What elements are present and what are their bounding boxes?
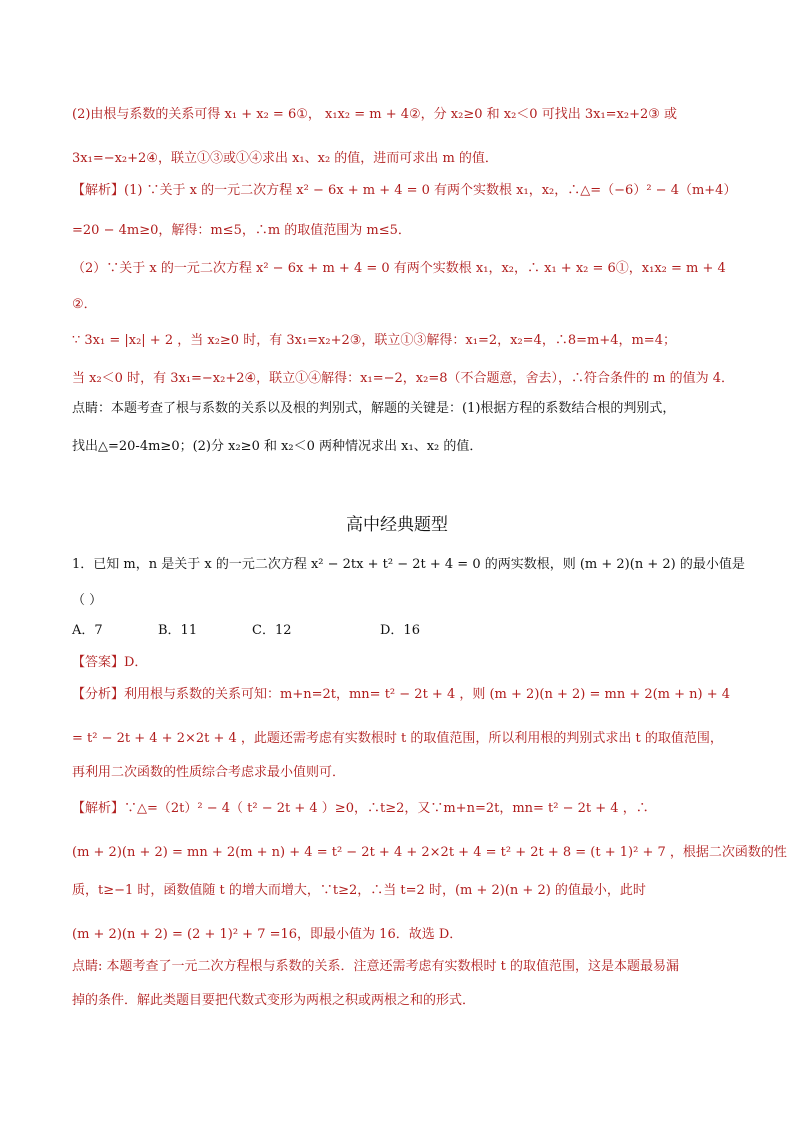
hint-line-2: 3x₁=−x₂+2④，联立①③或①④求出 x₁、x₂ 的值，进而可求出 m 的值． — [72, 151, 498, 166]
solution-part1-line-1: 【解析】(1) ∵关于 x 的一元二次方程 x² − 6x + m + 4 = 0 有两个实数根 x₁，x₂，∴△=（−6）² − 4（m+4） — [72, 183, 737, 198]
solution-line-1: 【解析】∵△=（2t）² − 4（ t² − 2t + 4 ）≥0，∴t≥2，又∵m+n=2t，mn= t² − 2t + 4 ，∴ — [72, 801, 649, 816]
comment-line-2: 找出△=20-4m≥0；(2)分 x₂≥0 和 x₂＜0 两种情况求出 x₁、x₂ 的值． — [72, 439, 483, 454]
solution-part2-line-1: （2）∵关于 x 的一元二次方程 x² − 6x + m + 4 = 0 有两个实数根 x₁，x₂，∴ x₁ + x₂ = 6①，x₁x₂ = m + 4 — [72, 261, 726, 276]
analysis-line-2: = t² − 2t + 4 + 2×2t + 4 ，此题还需考虑有实数根时 t 的取值范围，所以利用根的判别式求出 t 的取值范围， — [72, 731, 723, 746]
solution-part2-line-4: 当 x₂＜0 时，有 3x₁=−x₂+2④，联立①④解得：x₁=−2，x₂=8（不合题意，舍去），∴符合条件的 m 的值为 4． — [72, 371, 734, 386]
analysis-line-3: 再利用二次函数的性质综合考虑求最小值则可． — [72, 765, 346, 780]
section-title: 高中经典题型 — [346, 515, 448, 535]
option-b: B．11 — [158, 623, 198, 638]
solution-part2-line-2: ②． — [72, 297, 97, 312]
solution-part2-line-3: ∵ 3x₁ = |x₂| + 2 ，当 x₂≥0 时，有 3x₁=x₂+2③，联立①③解得：x₁=2，x₂=4，∴8=m+4，m=4； — [72, 333, 676, 348]
solution-line-3: 质，t≥−1 时，函数值随 t 的增大而增大，∵t≥2，∴当 t=2 时，(m + 2)(n + 2) 的值最小，此时 — [72, 883, 646, 898]
solution-part1-line-2: =20 − 4m≥0，解得：m≤5，∴m 的取值范围为 m≤5． — [72, 223, 411, 238]
comment-line-1: 点睛：本题考查了根与系数的关系以及根的判别式，解题的关键是：(1)根据方程的系数结合根的判别式， — [72, 401, 676, 416]
option-c: C．12 — [252, 623, 292, 638]
answer-line: 【答案】D． — [72, 655, 148, 670]
hint-line-1: (2)由根与系数的关系可得 x₁ + x₂ = 6①， x₁x₂ = m + 4②，分 x₂≥0 和 x₂＜0 可找出 3x₁=x₂+2③ 或 — [72, 107, 678, 122]
solution-line-2: (m + 2)(n + 2) = mn + 2(m + n) + 4 = t² − 2t + 4 + 2×2t + 4 = t² + 2t + 8 = (t + 1)² + 7 ，根据二次函数的性 — [72, 845, 787, 860]
question-line-2: （ ） — [72, 593, 103, 608]
solution-line-4: (m + 2)(n + 2) = (2 + 1)² + 7 =16，即最小值为 16．故选 D． — [72, 927, 463, 942]
question-line-1: 1．已知 m，n 是关于 x 的一元二次方程 x² − 2tx + t² − 2t + 4 = 0 的两实数根，则 (m + 2)(n + 2) 的最小值是 — [72, 557, 745, 572]
option-a: A．7 — [72, 623, 103, 638]
comment2-line-2: 掉的条件．解此类题目要把代数式变形为两根之积或两根之和的形式． — [72, 993, 476, 1008]
analysis-line-1: 【分析】利用根与系数的关系可知：m+n=2t，mn= t² − 2t + 4 ，则 (m + 2)(n + 2) = mn + 2(m + n) + 4 — [72, 687, 731, 702]
option-d: D．16 — [380, 623, 420, 638]
comment2-line-1: 点睛: 本题考查了一元二次方程根与系数的关系．注意还需考虑有实数根时 t 的取值范围，这是本题最易漏 — [72, 959, 680, 974]
